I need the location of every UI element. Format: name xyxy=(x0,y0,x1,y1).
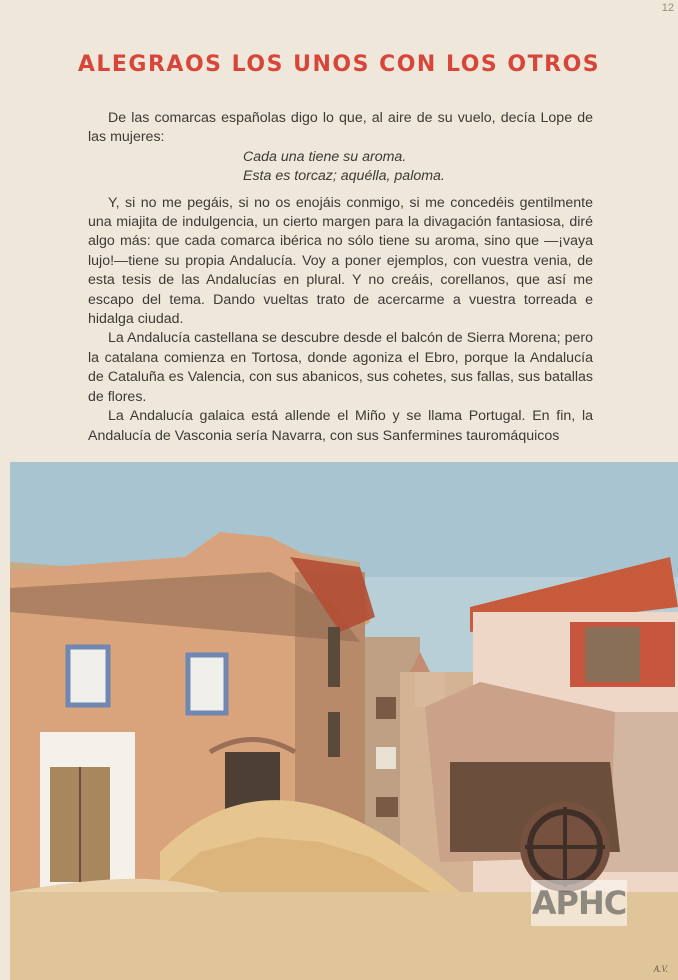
verse-line-1: Cada una tiene su aroma. xyxy=(243,148,407,165)
page-corner-mark: 12 xyxy=(661,2,674,14)
paragraph-1: De las comarcas españolas digo lo que, al aire de su vuelo, decía Lope de las mujeres: xyxy=(88,110,593,146)
paragraph-4: La Andalucía galaica está allende el Miño y se llama Portugal. En fin, la Andalucía de Vasconia sería Navarra, con sus Sanfermines tauromáquicos xyxy=(88,408,593,444)
verse-line-2: Esta es torcaz; aquélla, paloma. xyxy=(243,168,445,185)
illustration-signature: A.V. xyxy=(653,964,668,974)
page-title: ALEGRAOS LOS UNOS CON LOS OTROS xyxy=(77,52,601,77)
paragraph-3: La Andalucía castellana se descubre desde el balcón de Sierra Morena; pero la catalana comienza en Tortosa, donde agoniza el Ebro, porque la Andalucía de Cataluña es Valencia, con sus abanicos, sus cohetes, sus fallas, sus batallas de flores. xyxy=(88,330,593,405)
paragraph-2: Y, si no me pegáis, si no os enojáis conmigo, si me concedéis gentilmente una miajita de indulgencia, un cierto margen para la divagación fantasiosa, diré algo más: que cada comarca ibérica no sólo tiene su aroma, sino que —¡vaya lujo!—tiene su propia Andalucía. Voy a poner ejemplos, con vuestra venia, de esta tesis de las Andalucías en plural. Y no creáis, corellanos, que así me escapo del tema. Dando vueltas trato de acercarme a vuestra torreada e hidalga ciudad. xyxy=(88,194,593,328)
body-text xyxy=(88,109,593,446)
watermark: APHC xyxy=(531,880,627,926)
verse-block xyxy=(243,148,593,187)
